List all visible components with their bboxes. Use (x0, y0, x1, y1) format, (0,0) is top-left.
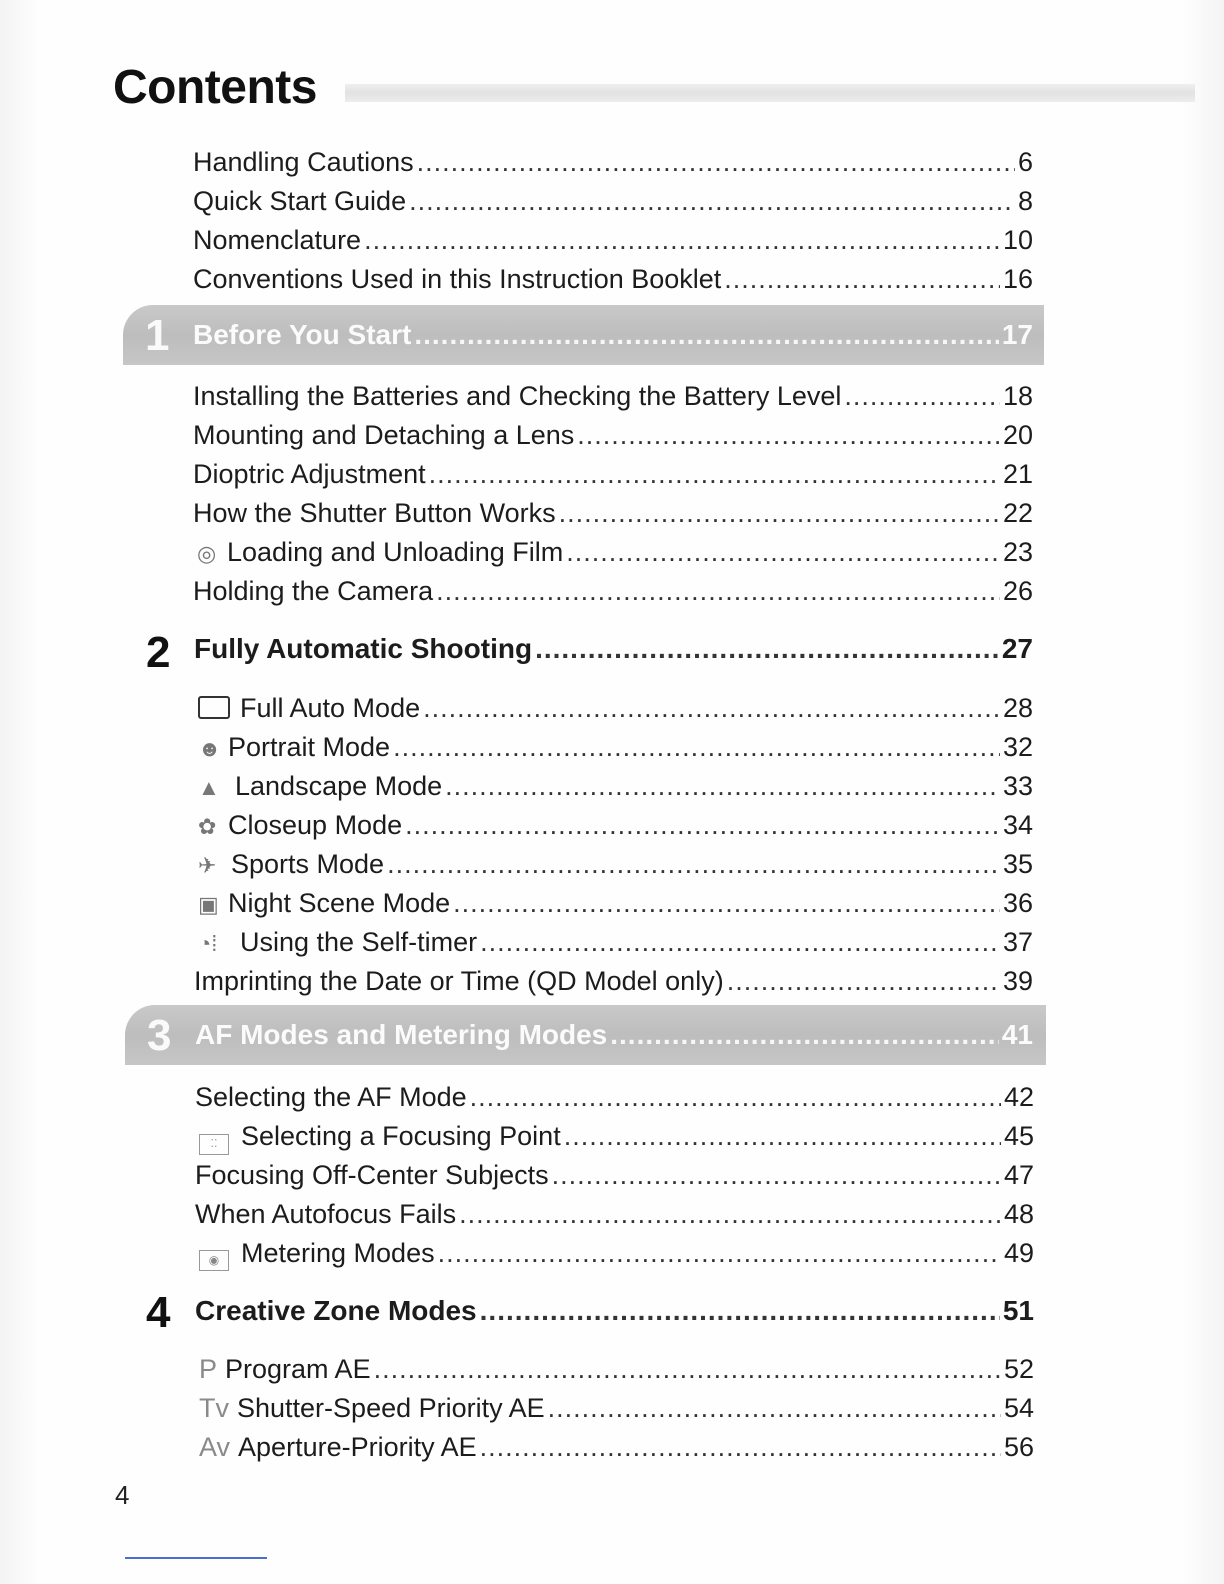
toc-entry[interactable] (198, 734, 1033, 761)
chapter-heading (193, 321, 1033, 349)
toc-entry[interactable] (199, 1356, 1034, 1383)
chapter-number: 1 (145, 311, 170, 360)
leader-dots (727, 968, 1000, 995)
entry-label: Sports Mode (231, 849, 385, 879)
entry-label: Holding the Camera (193, 576, 434, 606)
entry-label: Nomenclature (193, 225, 362, 255)
entry-page: 56 (1003, 1432, 1034, 1462)
toc-entry[interactable] (193, 500, 1033, 527)
leader-dots (414, 321, 999, 349)
leader-dots (374, 1356, 1001, 1383)
leader-dots (417, 149, 1015, 176)
metering-icon: ◉ (199, 1244, 241, 1271)
entry-label: Handling Cautions (193, 147, 414, 177)
landscape-icon: ▲ (198, 775, 220, 800)
leader-dots (470, 1084, 1001, 1111)
leader-dots (364, 227, 1000, 254)
leader-dots (564, 1123, 1001, 1150)
leader-dots (429, 461, 1000, 488)
leader-dots (423, 695, 1000, 722)
entry-page: 20 (1002, 420, 1033, 450)
entry-label: Selecting the AF Mode (195, 1082, 467, 1112)
toc-entry[interactable] (193, 461, 1033, 488)
leader-dots (393, 734, 1000, 761)
toc-entry[interactable] (198, 773, 1033, 800)
entry-label: Full Auto Mode (240, 693, 421, 723)
entry-page: 54 (1003, 1393, 1034, 1423)
toc-entry[interactable] (198, 695, 1033, 722)
toc-entry[interactable] (193, 227, 1033, 254)
toc-entry[interactable] (197, 539, 1033, 566)
night-scene-icon: ▣ (198, 892, 219, 917)
chapter-page: 51 (1002, 1295, 1034, 1326)
toc-entry[interactable] (199, 1240, 1034, 1271)
toc-entry[interactable] (193, 266, 1033, 293)
mode-prefix: Tv (199, 1393, 229, 1423)
toc-entry[interactable] (198, 929, 1033, 956)
chapter-title: AF Modes and Metering Modes (195, 1019, 608, 1050)
entry-label: Focusing Off-Center Subjects (195, 1160, 549, 1190)
entry-label: Mounting and Detaching a Lens (193, 420, 575, 450)
toc-entry[interactable] (199, 1123, 1034, 1155)
full-auto-icon (198, 696, 240, 721)
entry-label: Landscape Mode (235, 771, 443, 801)
leader-dots (459, 1201, 1001, 1228)
entry-page: 33 (1002, 771, 1033, 801)
chapter-number: 4 (146, 1288, 171, 1337)
toc-entry[interactable] (193, 383, 1033, 410)
leader-dots (724, 266, 1000, 293)
entry-label: How the Shutter Button Works (193, 498, 556, 528)
leader-dots (480, 929, 1000, 956)
leader-dots (438, 1240, 1001, 1267)
toc-entry[interactable] (193, 578, 1033, 605)
entry-page: 47 (1003, 1160, 1034, 1190)
leader-dots (559, 500, 1000, 527)
entry-page: 36 (1002, 888, 1033, 918)
toc-entry[interactable] (198, 812, 1033, 839)
mode-prefix: P (199, 1354, 218, 1384)
leader-dots (480, 1297, 1000, 1325)
page-number: 4 (115, 1480, 130, 1510)
entry-page: 49 (1003, 1238, 1034, 1268)
page-title: Contents (113, 61, 317, 114)
entry-page: 26 (1002, 576, 1033, 606)
entry-label: Using the Self-timer (240, 927, 478, 957)
chapter-title: Before You Start (193, 319, 412, 350)
chapter-page: 27 (1001, 633, 1033, 664)
entry-page: 48 (1003, 1199, 1034, 1229)
leader-dots (552, 1162, 1001, 1189)
footer-line (125, 1557, 267, 1559)
entry-page: 37 (1002, 927, 1033, 957)
entry-page: 6 (1017, 147, 1033, 177)
entry-label: Dioptric Adjustment (193, 459, 426, 489)
closeup-icon: ✿ (198, 814, 217, 839)
entry-page: 28 (1002, 693, 1033, 723)
leader-dots (453, 890, 1000, 917)
leader-dots (535, 635, 999, 663)
self-timer-icon: ◔⁞ (198, 931, 218, 956)
entry-page: 32 (1002, 732, 1033, 762)
sports-icon: ✈ (198, 853, 217, 878)
entry-label: Shutter-Speed Priority AE (237, 1393, 545, 1423)
focus-point-icon: ⁚⁚ (199, 1127, 241, 1155)
chapter-page: 17 (1001, 319, 1033, 350)
leader-dots (577, 422, 1000, 449)
leader-dots (445, 773, 1000, 800)
mode-prefix: Av (199, 1432, 231, 1462)
entry-page: 52 (1003, 1354, 1034, 1384)
leader-dots (548, 1395, 1001, 1422)
entry-label: Closeup Mode (228, 810, 403, 840)
entry-label: Imprinting the Date or Time (QD Model only) (194, 966, 724, 996)
entry-page: 45 (1003, 1121, 1034, 1151)
leader-dots (409, 188, 1015, 215)
toc-entry[interactable] (195, 1162, 1034, 1189)
title-rule (345, 84, 1195, 102)
leader-dots (844, 383, 1000, 410)
entry-page: 39 (1002, 966, 1033, 996)
toc-entry[interactable] (193, 422, 1033, 449)
chapter-title: Creative Zone Modes (195, 1295, 477, 1326)
leader-dots (610, 1021, 999, 1049)
chapter-1-band[interactable] (123, 305, 1044, 365)
toc-entry[interactable] (195, 1201, 1034, 1228)
chapter-title: Fully Automatic Shooting (194, 633, 533, 664)
toc-entry[interactable] (198, 851, 1033, 878)
entry-page: 18 (1002, 381, 1033, 411)
chapter-heading[interactable] (194, 635, 1033, 663)
toc-entry[interactable] (199, 1395, 1034, 1422)
chapter-number: 3 (147, 1011, 172, 1060)
entry-page: 21 (1002, 459, 1033, 489)
entry-page: 34 (1002, 810, 1033, 840)
chapter-3-band[interactable] (125, 1005, 1046, 1065)
toc-entry[interactable] (194, 968, 1033, 995)
entry-label: Metering Modes (241, 1238, 435, 1268)
entry-page: 16 (1002, 264, 1033, 294)
film-icon: ◎ (197, 541, 217, 566)
entry-label: Installing the Batteries and Checking the Battery Level (193, 381, 842, 411)
toc-entry[interactable] (193, 188, 1033, 215)
leader-dots (436, 578, 1000, 605)
toc-entry[interactable] (199, 1434, 1034, 1461)
entry-page: 10 (1002, 225, 1033, 255)
entry-label: Program AE (225, 1354, 371, 1384)
toc-entry[interactable] (193, 149, 1033, 176)
entry-label: Aperture-Priority AE (238, 1432, 477, 1462)
leader-dots (566, 539, 1000, 566)
entry-label: Quick Start Guide (193, 186, 407, 216)
entry-page: 8 (1017, 186, 1033, 216)
entry-page: 35 (1002, 849, 1033, 879)
portrait-icon: ☻ (198, 736, 222, 761)
chapter-heading (195, 1021, 1033, 1049)
entry-label: Night Scene Mode (228, 888, 451, 918)
entry-label: Conventions Used in this Instruction Booklet (193, 264, 722, 294)
chapter-page: 41 (1001, 1019, 1033, 1050)
entry-label: Loading and Unloading Film (227, 537, 564, 567)
leader-dots (480, 1434, 1001, 1461)
entry-page: 23 (1002, 537, 1033, 567)
entry-label: Portrait Mode (228, 732, 391, 762)
leader-dots (405, 812, 1000, 839)
leader-dots (387, 851, 1000, 878)
toc-entry[interactable] (198, 890, 1033, 917)
chapter-heading[interactable] (195, 1297, 1034, 1325)
entry-label: When Autofocus Fails (195, 1199, 457, 1229)
entry-page: 22 (1002, 498, 1033, 528)
chapter-number: 2 (146, 628, 171, 677)
entry-page: 42 (1003, 1082, 1034, 1112)
toc-entry[interactable] (195, 1084, 1034, 1111)
entry-label: Selecting a Focusing Point (241, 1121, 561, 1151)
